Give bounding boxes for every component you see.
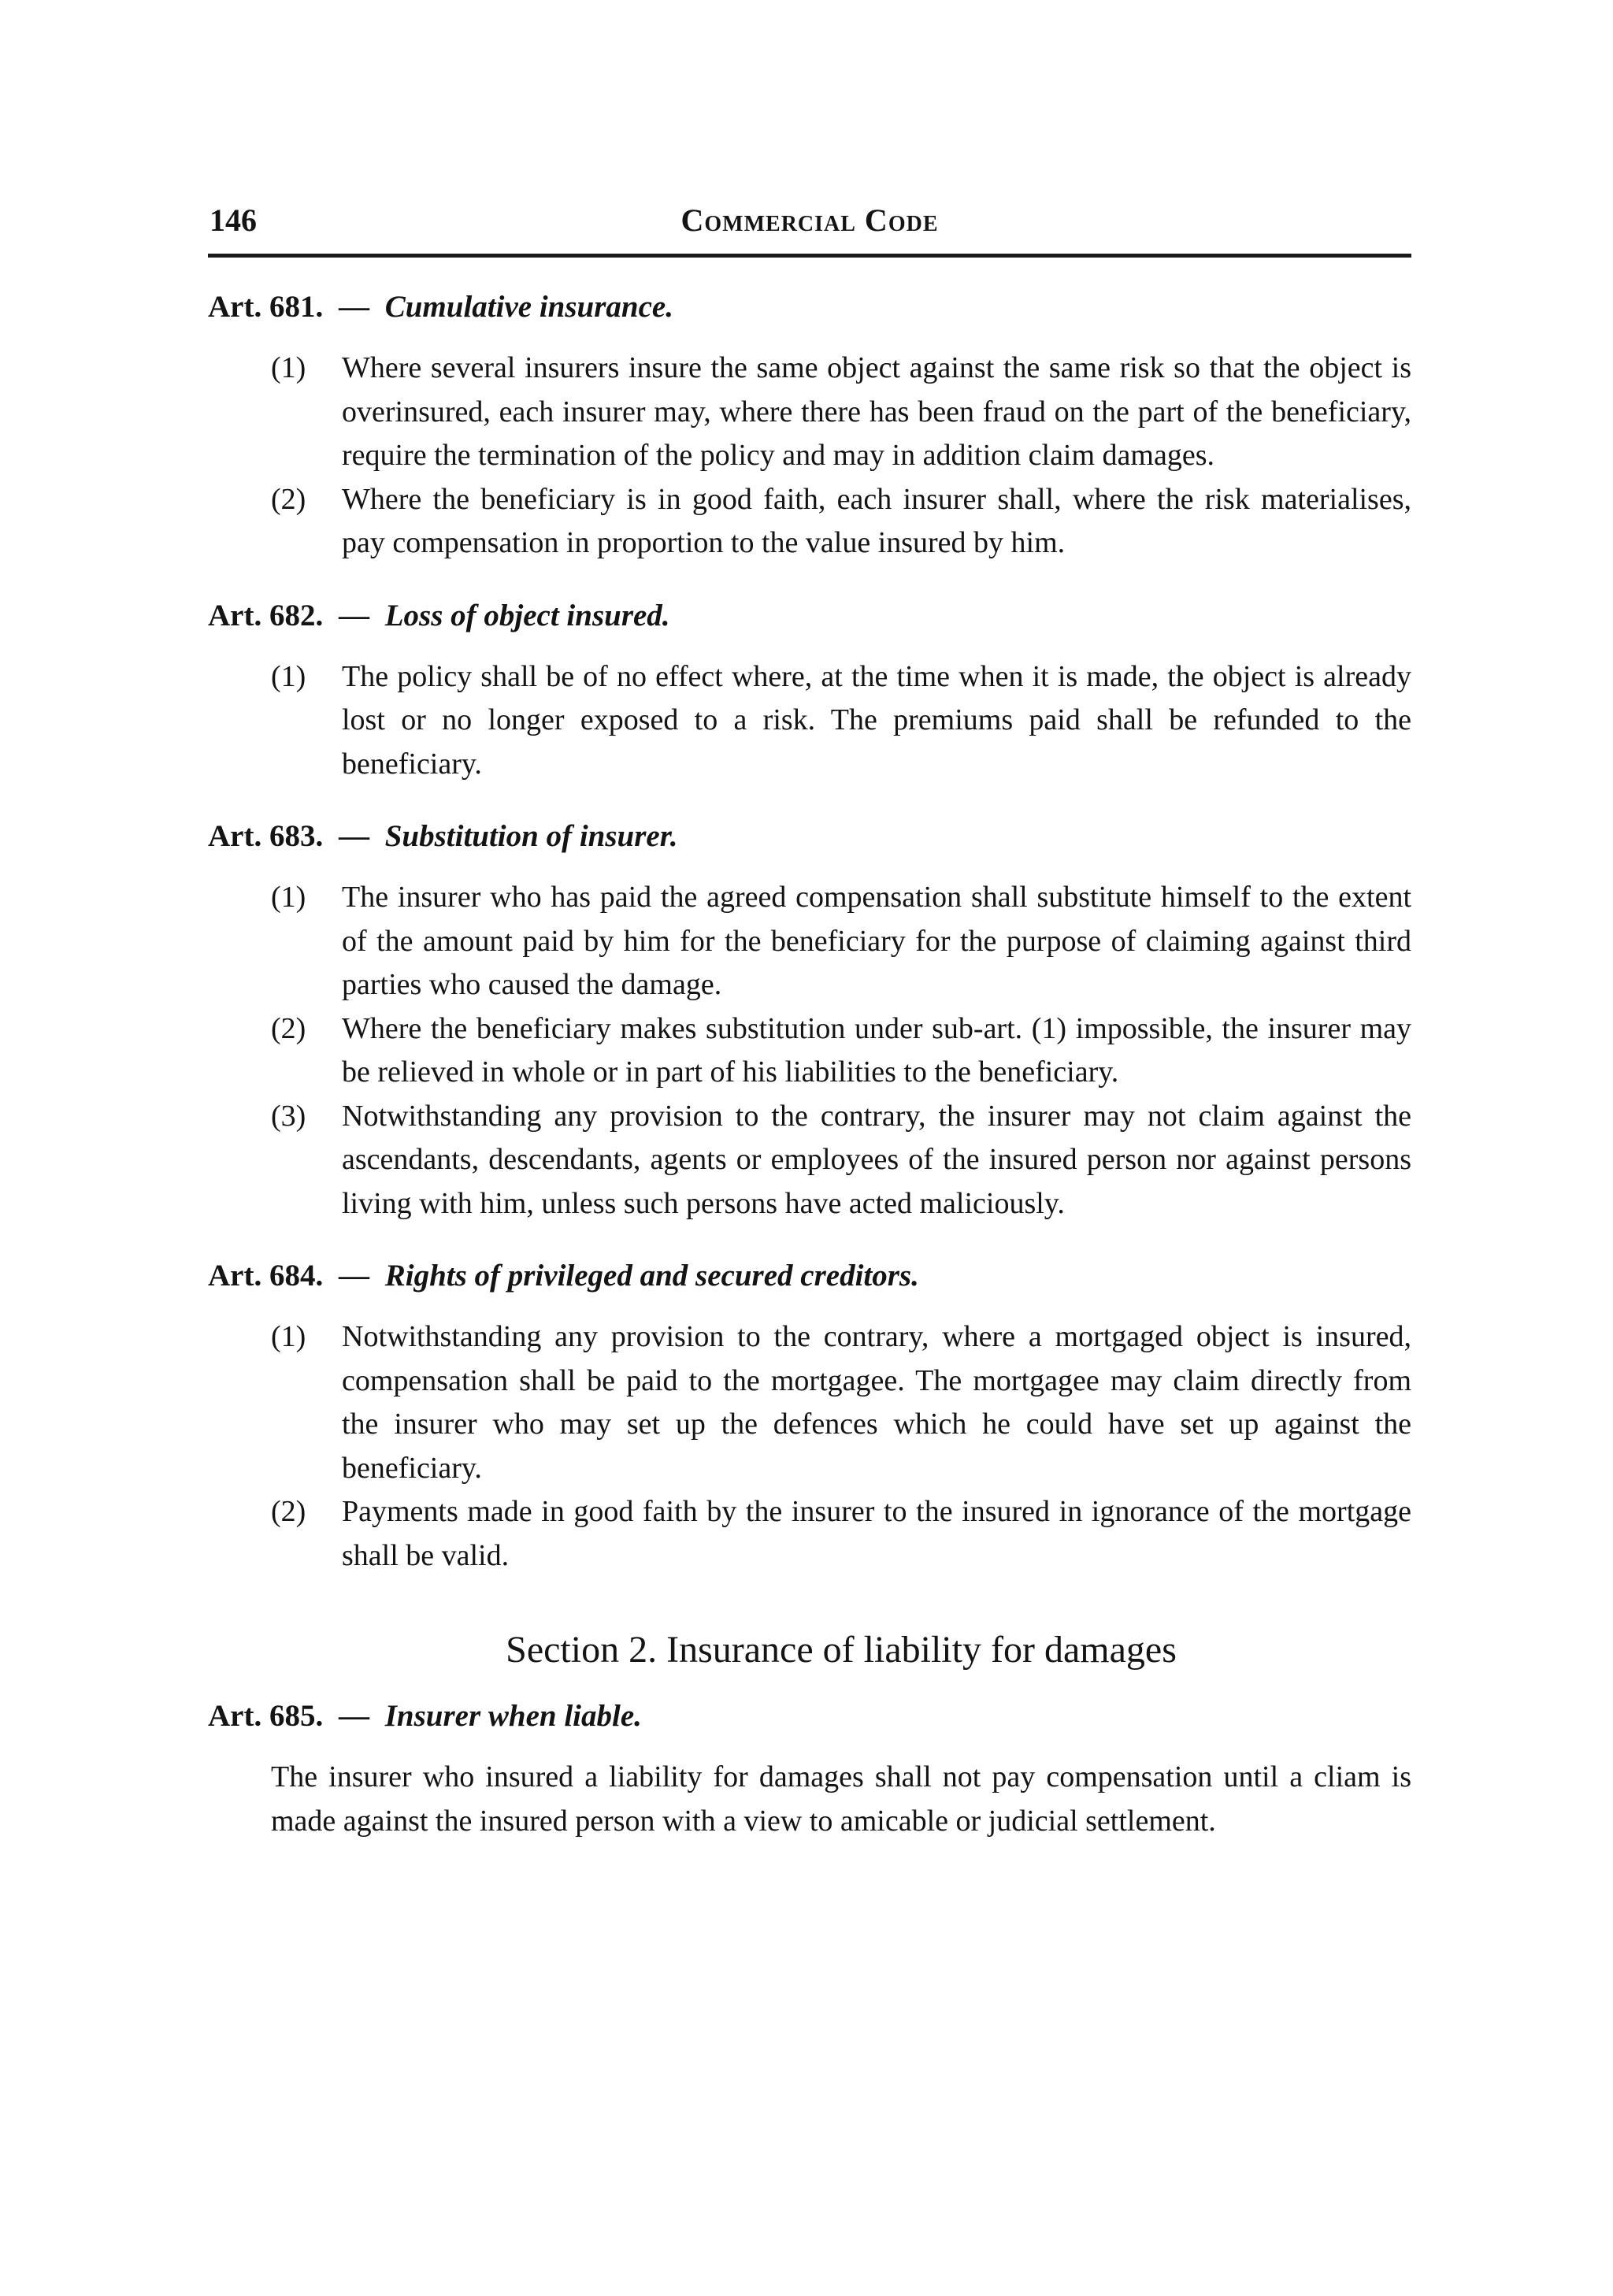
paragraph-text: Where several insurers insure the same object against the same risk so that the object is overinsured, each insurer may, where there has been fraud on the part of the beneficiary, require the termination of the policy and may in addition claim damages. (342, 351, 1411, 472)
article-dash: — (338, 1699, 369, 1733)
article-title: Loss of object insured. (384, 598, 670, 632)
section-heading: Section 2. Insurance of liability for damages (506, 1629, 1177, 1671)
article-paragraph (271, 655, 1411, 787)
article-number: Art. 685. (208, 1699, 324, 1733)
page-body (208, 285, 1411, 1843)
article-681 (208, 285, 1411, 566)
article-title: Rights of privileged and secured creditors. (384, 1259, 919, 1293)
paragraph-number: (2) (271, 1495, 306, 1528)
article-683 (208, 814, 1411, 1226)
article-number: Art. 681. (208, 290, 324, 324)
article-paragraph (271, 1490, 1411, 1578)
paragraph-number: (2) (271, 1011, 306, 1045)
paragraph-number: (2) (271, 482, 306, 516)
article-heading (208, 594, 1411, 638)
running-head (208, 198, 1411, 249)
paragraph-number: (1) (271, 881, 306, 914)
article-dash: — (338, 598, 369, 632)
paragraph-number: (1) (271, 659, 306, 693)
article-number: Art. 682. (208, 598, 324, 632)
article-paragraph (271, 1007, 1411, 1095)
paragraph-text: Where the beneficiary makes substitution under sub-art. (1) impossible, the insurer may be relieved in whole or in part of his liabilities to the beneficiary. (342, 1011, 1411, 1089)
article-heading (208, 814, 1411, 859)
paragraph-number: (1) (271, 1320, 306, 1353)
paragraph-number: (1) (271, 351, 306, 384)
paragraph-text: Notwithstanding any provision to the contrary, where a mortgaged object is insured, compensation shall be paid to the mortgagee. The mortgagee may claim directly from the insurer who may set up the defences which he could have set up against the beneficiary. (342, 1320, 1411, 1485)
article-paragraph (271, 1095, 1411, 1226)
paragraph-text: The policy shall be of no effect where, at the time when it is made, the object is already lost or no longer exposed to a risk. The premiums paid shall be refunded to the beneficiary. (342, 659, 1411, 781)
paragraph-text: Where the beneficiary is in good faith, each insurer shall, where the risk materialises, pay compensation in proportion to the value insured by him. (342, 482, 1411, 559)
article-number: Art. 683. (208, 819, 324, 853)
paragraph-text: Payments made in good faith by the insurer to the insured in ignorance of the mortgage shall be valid. (342, 1495, 1411, 1572)
article-title: Insurer when liable. (384, 1699, 642, 1733)
header-rule (208, 254, 1411, 258)
article-paragraph (271, 478, 1411, 566)
article-682 (208, 594, 1411, 787)
paragraph-number: (3) (271, 1099, 306, 1133)
article-number: Art. 684. (208, 1259, 324, 1293)
article-paragraph (271, 876, 1411, 1007)
page-number: 146 (210, 202, 257, 238)
article-685 (208, 1694, 1411, 1843)
paragraph-text: Notwithstanding any provision to the contrary, the insurer may not claim against the ascendants, descendants, agents or employees of the insured person nor against persons living with him, unless such persons have acted maliciously. (342, 1099, 1411, 1220)
article-dash: — (338, 290, 369, 324)
article-684 (208, 1254, 1411, 1578)
article-dash: — (338, 819, 369, 853)
article-title: Substitution of insurer. (384, 819, 678, 853)
article-paragraph-text: The insurer who insured a liability for damages shall not pay compensation until a cliam is made against the insured person with a view to amicable or judicial settlement. (271, 1760, 1411, 1838)
article-title: Cumulative insurance. (384, 290, 673, 324)
article-heading (208, 1694, 1411, 1738)
paragraph-text: The insurer who has paid the agreed compensation shall substitute himself to the extent of the amount paid by him for the beneficiary for the purpose of claiming against third parties who caused the damage. (342, 881, 1411, 1001)
article-dash: — (338, 1259, 369, 1293)
article-paragraph (271, 1315, 1411, 1490)
running-title: Commercial Code (680, 202, 939, 238)
article-heading (208, 285, 1411, 329)
article-heading (208, 1254, 1411, 1298)
article-paragraph (271, 347, 1411, 478)
